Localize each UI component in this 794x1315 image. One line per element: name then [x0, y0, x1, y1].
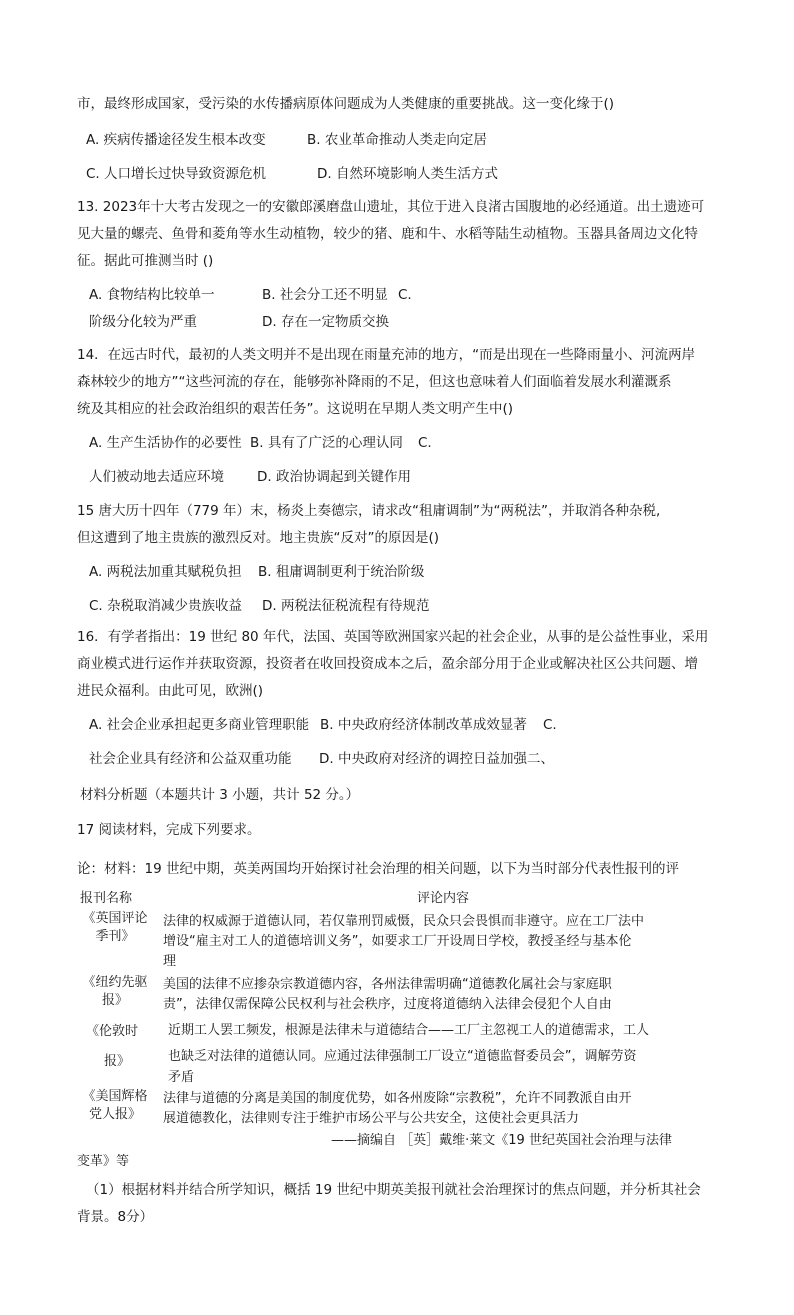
- source-name-line: 《纽约先驱: [82, 975, 148, 990]
- comment-cell: [163, 975, 723, 1015]
- q13-stem-line-2: 见大量的螺壳、鱼骨和菱角等水生动植物，较少的猪、鹿和牛、水稻等陆生动植物。玉器具备周边文化特: [77, 226, 698, 242]
- q15-option-d: D. 两税法征税流程有待规范: [262, 598, 430, 614]
- q16-stem-line-1: 16．有学者指出：19 世纪 80 年代，法国、英国等欧洲国家兴起的社会企业，从事的是公益性事业，采用: [77, 629, 709, 645]
- source-name-line: 党人报》: [88, 1107, 141, 1122]
- q13-option-c: 阶级分化较为严重: [89, 314, 197, 330]
- q14-option-d: D. 政治协调起到关键作用: [257, 469, 411, 485]
- comment-line: 理: [163, 954, 177, 969]
- source-name-line: 报》: [103, 1054, 130, 1069]
- section-2-heading: 材料分析题（本题共计 3 小题，共计 52 分。）: [80, 787, 360, 803]
- citation: ——摘编自 ［英］戴维·莱文《19 世纪英国社会治理与法律: [331, 1133, 672, 1148]
- q15-option-c: C. 杂税取消减少贵族收益: [89, 598, 243, 614]
- table-row: [70, 974, 160, 1010]
- q13-stem-line-1: 13. 2023年十大考古发现之一的安徽郎溪磨盘山遗址，其位于进入良渚古国腹地的必经通道。出土遗迹可: [77, 199, 705, 215]
- table-row: [70, 1088, 160, 1124]
- q12-option-d: D. 自然环境影响人类生活方式: [317, 166, 498, 182]
- comment-line: 法律与道德的分离是美国的制度优势，如各州废除“宗教税”，允许不同教派自由开: [163, 1091, 632, 1106]
- comment-line: 责”，法律仅需保障公民权利与社会秩序，过度将道德纳入法律会侵犯个人自由: [163, 997, 612, 1012]
- q13-option-d: D. 存在一定物质交换: [262, 314, 389, 330]
- q14-stem-line-3: 统及其相应的社会政治组织的艰苦任务”。这说明在早期人类文明产生中(): [77, 401, 514, 417]
- source-name-line: 《美国辉格: [82, 1089, 148, 1104]
- source-name-line: 《伦敦时: [85, 1024, 138, 1039]
- q15-option-a: A. 两税法加重其赋税负担: [89, 564, 242, 580]
- comment-cell: [163, 912, 723, 972]
- q14-option-a: A. 生产生活协作的必要性: [89, 435, 242, 451]
- q13-option-a: A. 食物结构比较单一: [89, 287, 215, 303]
- comment-line: 展道德教化，法律则专注于维护市场公平与公共安全，这使社会更具活力: [163, 1111, 580, 1126]
- q16-option-d: D. 中央政府对经济的调控日益加强二、: [319, 751, 554, 767]
- table-header-source: 报刊名称: [80, 891, 133, 906]
- q16-option-c-letter: C.: [543, 717, 557, 733]
- q14-option-c: 人们被动地去适应环境: [89, 469, 224, 485]
- question-12-stem: 市，最终形成国家，受污染的水传播病原体问题成为人类健康的重要挑战。这一变化缘于(): [77, 96, 615, 112]
- comment-line: 法律的权威源于道德认同，若仅靠刑罚威慑，民众只会畏惧而非遵守。应在工厂法中: [163, 914, 645, 929]
- comment-line: 增设“雇主对工人的道德培训义务”，如要求工厂开设周日学校，教授圣经与基本伦: [163, 934, 632, 949]
- table-row: [72, 1017, 152, 1077]
- q16-option-b: B. 中央政府经济体制改革成效显著: [320, 717, 527, 733]
- comment-cell: [168, 1018, 728, 1086]
- q12-option-c: C. 人口增长过快导致资源危机: [86, 166, 267, 182]
- table-header-comment: 评论内容: [417, 891, 470, 906]
- q12-option-a: A. 疾病传播途径发生根本改变: [86, 132, 266, 148]
- q16-stem-line-2: 商业模式进行运作并获取资源，投资者在收回投资成本之后，盈余部分用于企业或解决社区公共问题、增: [77, 656, 698, 672]
- q14-stem-line-2: 森林较少的地方”“这些河流的存在，能够弥补降雨的不足，但这也意味着人们面临着发展水利灌溉系: [77, 374, 672, 390]
- q16-option-c: 社会企业具有经济和公益双重功能: [89, 751, 292, 767]
- comment-line: 也缺乏对法律的道德认同。应通过法律强制工厂设立“道德监督委员会”，调解劳资: [168, 1049, 637, 1064]
- q14-stem-line-1: 14．在远古时代，最初的人类文明并不是出现在雨量充沛的地方，“而是出现在一些降雨量小、河流两岸: [77, 347, 696, 363]
- q13-stem-line-3: 征。据此可推测当时 (): [77, 253, 214, 269]
- citation-tail: 变革》等: [77, 1154, 130, 1169]
- table-row: [70, 910, 160, 946]
- q17-heading: 17 阅读材料，完成下列要求。: [77, 822, 261, 838]
- source-name-line: 报》: [101, 993, 128, 1008]
- source-name-line: 《英国评论: [82, 911, 148, 926]
- q15-option-b: B. 租庸调制更利于统治阶级: [258, 564, 425, 580]
- comment-line: 近期工人罢工频发，根源是法律未与道德结合——工厂主忽视工人的道德需求，工人: [168, 1023, 650, 1038]
- q17-material-intro: 论：材料：19 世纪中期，英美两国均开始探讨社会治理的相关问题，以下为当时部分代表性报刊的评: [77, 861, 679, 877]
- q15-stem-line-1: 15 唐大历十四年（779 年）末，杨炎上奏德宗，请求改“租庸调制”为“两税法”，并取消各种杂税,: [77, 503, 661, 519]
- q16-option-a: A. 社会企业承担起更多商业管理职能: [89, 717, 310, 733]
- q14-option-c-letter: C.: [418, 435, 432, 451]
- comment-line: 矛盾: [168, 1070, 195, 1085]
- q13-option-b: B. 社会分工还不明显: [262, 287, 388, 303]
- comment-cell: [163, 1089, 723, 1129]
- q17-subquestion-1-cont: 背景。8分）: [77, 1209, 154, 1225]
- q13-option-c-letter: C.: [398, 287, 412, 303]
- q17-subquestion-1: （1）根据材料并结合所学知识，概括 19 世纪中期英美报刊就社会治理探讨的焦点问题，并分析其社会: [86, 1182, 701, 1198]
- q15-stem-line-2: 但这遭到了地主贵族的激烈反对。地主贵族“反对”的原因是(): [77, 530, 440, 546]
- source-name-line: 季刊》: [95, 929, 135, 944]
- comment-line: 美国的法律不应掺杂宗教道德内容，各州法律需明确“道德教化属社会与家庭职: [163, 977, 612, 992]
- q16-stem-line-3: 进民众福利。由此可见，欧洲(): [77, 683, 264, 699]
- q12-option-b: B. 农业革命推动人类走向定居: [307, 132, 487, 148]
- q14-option-b: B. 具有了广泛的心理认同: [250, 435, 403, 451]
